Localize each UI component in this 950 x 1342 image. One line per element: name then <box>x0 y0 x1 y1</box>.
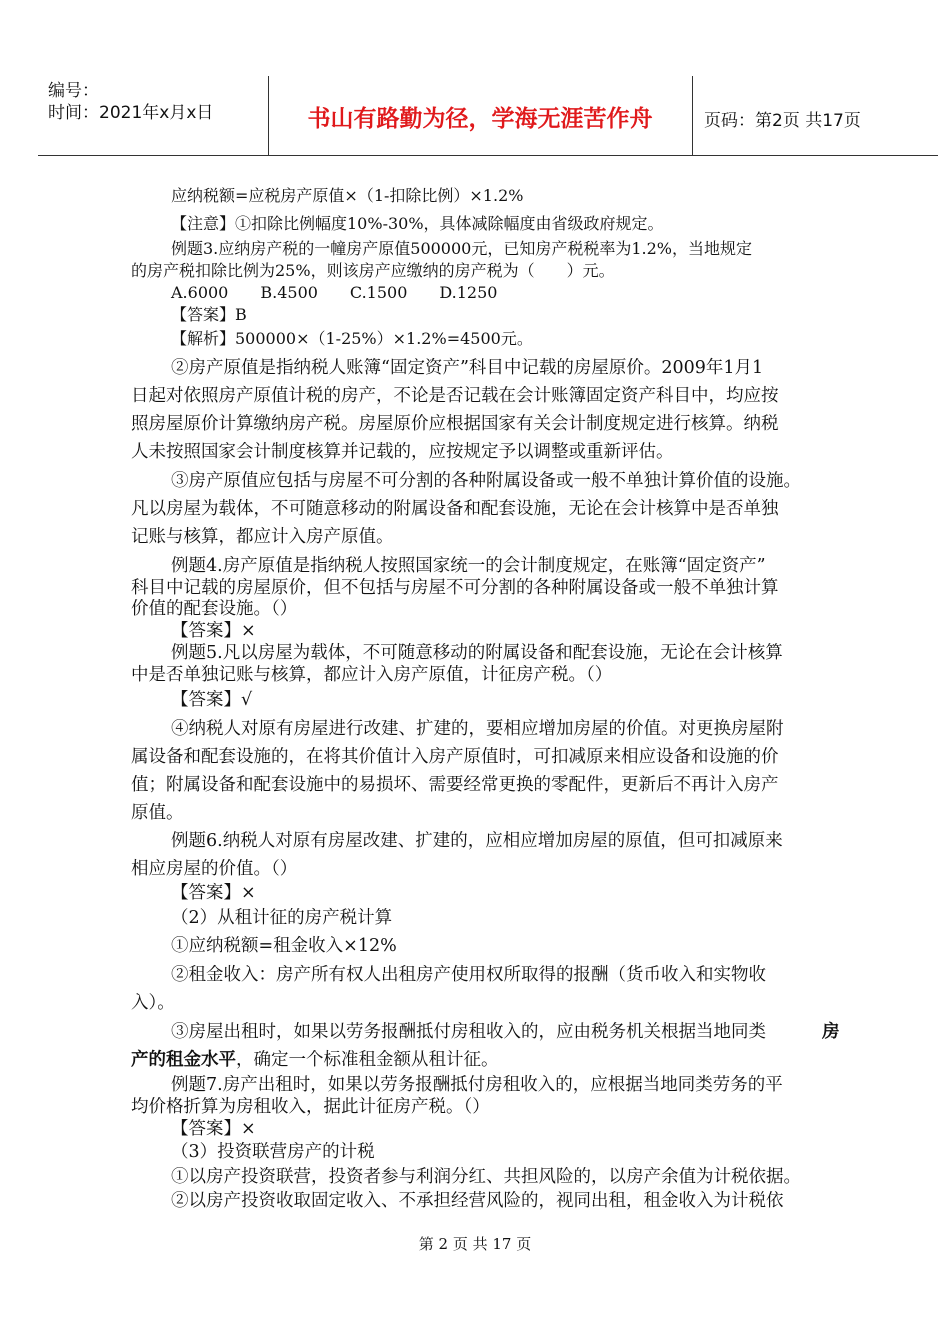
page-footer: 第 2 页 共 17 页 <box>418 1235 532 1253</box>
text-line: 照房屋原价计算缴纳房产税。房屋原价应根据国家有关会计制度规定进行核算。纳税 <box>131 414 779 434</box>
text-line: 日起对依照房产原值计税的房产，不论是否记载在会计账簿固定资产科目中，均应按 <box>131 386 779 406</box>
section-heading: （2）从租计征的房产税计算 <box>171 908 393 928</box>
bold-text: 产的租金水平 <box>131 1050 236 1070</box>
text-line: ①以房产投资联营，投资者参与利润分红、共担风险的，以房产余值为计税依据。 <box>171 1167 801 1187</box>
text-line: 例题6.纳税人对原有房屋改建、扩建的，应相应增加房屋的原值，但可扣减原来 <box>171 831 783 851</box>
analysis-line: 【解析】500000×（1-25%）×1.2%=4500元。 <box>171 329 533 348</box>
text-line: 应纳税额=应税房产原值×（1-扣除比例）×1.2% <box>171 186 524 205</box>
text-line: 属设备和配套设施的，在将其价值计入房产原值时，可扣减原来相应设备和设施的价 <box>131 747 779 767</box>
section-heading: （3）投资联营房产的计税 <box>171 1142 375 1162</box>
answer-line: 【答案】√ <box>171 690 253 710</box>
text-line: ①应纳税额=租金收入×12% <box>171 936 397 956</box>
text-line: 例题7.房产出租时，如果以劳务报酬抵付房租收入的，应根据当地同类劳务的平 <box>171 1075 783 1095</box>
text-line: 入）。 <box>131 993 175 1013</box>
answer-line: 【答案】B <box>171 305 247 324</box>
text-line: ④纳税人对原有房屋进行改建、扩建的，要相应增加房屋的价值。对更换房屋附 <box>171 719 784 739</box>
text-line: 价值的配套设施。（） <box>131 599 298 619</box>
header-page-indicator: 页码：第2页 共17页 <box>704 111 861 131</box>
text-line: 中是否单独记账与核算，都应计入房产原值，计征房产税。（） <box>131 665 613 685</box>
answer-line: 【答案】× <box>171 1119 256 1139</box>
text-line: 例题4.房产原值是指纳税人按照国家统一的会计制度规定，在账簿“固定资产” <box>171 556 766 576</box>
text-line: ②租金收入：房产所有权人出租房产使用权所取得的报酬（货币收入和实物收 <box>171 965 766 985</box>
text-line: 【注意】①扣除比例幅度10%-30%，具体减除幅度由省级政府规定。 <box>171 214 664 233</box>
text-line: 科目中记载的房屋原价，但不包括与房屋不可分割的各种附属设备或一般不单独计算 <box>131 578 779 598</box>
text-line: 均价格折算为房租收入，据此计征房产税。（） <box>131 1097 490 1117</box>
text-line: ②房产原值是指纳税人账簿“固定资产”科目中记载的房屋原价。2009年1月1 <box>171 358 764 378</box>
header-meta <box>48 80 213 124</box>
text-line: 值；附属设备和配套设施中的易损坏、需要经常更换的零配件，更新后不再计入房产 <box>131 775 779 795</box>
header-divider-right <box>692 76 693 156</box>
text-line: 例题3.应纳房产税的一幢房产原值500000元，已知房产税税率为1.2%，当地规定 <box>171 239 752 258</box>
text-line: ②以房产投资收取固定收入、不承担经营风险的，视同出租，租金收入为计税依 <box>171 1191 784 1211</box>
text-line: 记账与核算，都应计入房产原值。 <box>131 527 394 547</box>
text-line: 的房产税扣除比例为25%，则该房产应缴纳的房产税为（ ）元。 <box>131 261 615 280</box>
text-line: 凡以房屋为载体，不可随意移动的附属设备和配套设施，无论在会计核算中是否单独 <box>131 499 779 519</box>
document-date-label: 时间：2021年x月x日 <box>48 103 214 123</box>
answer-options: A.6000 B.4500 C.1500 D.1250 <box>171 283 498 302</box>
header-rule <box>38 155 938 156</box>
text-segment: ，确定一个标准租金额从租计征。 <box>236 1050 499 1070</box>
document-number-label: 编号： <box>48 81 99 101</box>
text-line: ③房产原值应包括与房屋不可分割的各种附属设备或一般不单独计算价值的设施。 <box>171 471 801 491</box>
text-line: 人未按照国家会计制度核算并记载的，应按规定予以调整或重新评估。 <box>131 442 674 462</box>
text-line: 原值。 <box>131 803 184 823</box>
answer-line: 【答案】× <box>171 883 256 903</box>
answer-line: 【答案】× <box>171 621 256 641</box>
text-line: 例题5.凡以房屋为载体，不可随意移动的附属设备和配套设施，无论在会计核算 <box>171 643 783 663</box>
text-line-mixed <box>131 1050 499 1070</box>
header-motto: 书山有路勤为径，学海无涯苦作舟 <box>307 106 653 132</box>
bold-text: 房 <box>822 1022 840 1042</box>
text-line: ③房屋出租时，如果以劳务报酬抵付房租收入的，应由税务机关根据当地同类 <box>171 1022 766 1042</box>
text-line: 相应房屋的价值。（） <box>131 859 298 879</box>
